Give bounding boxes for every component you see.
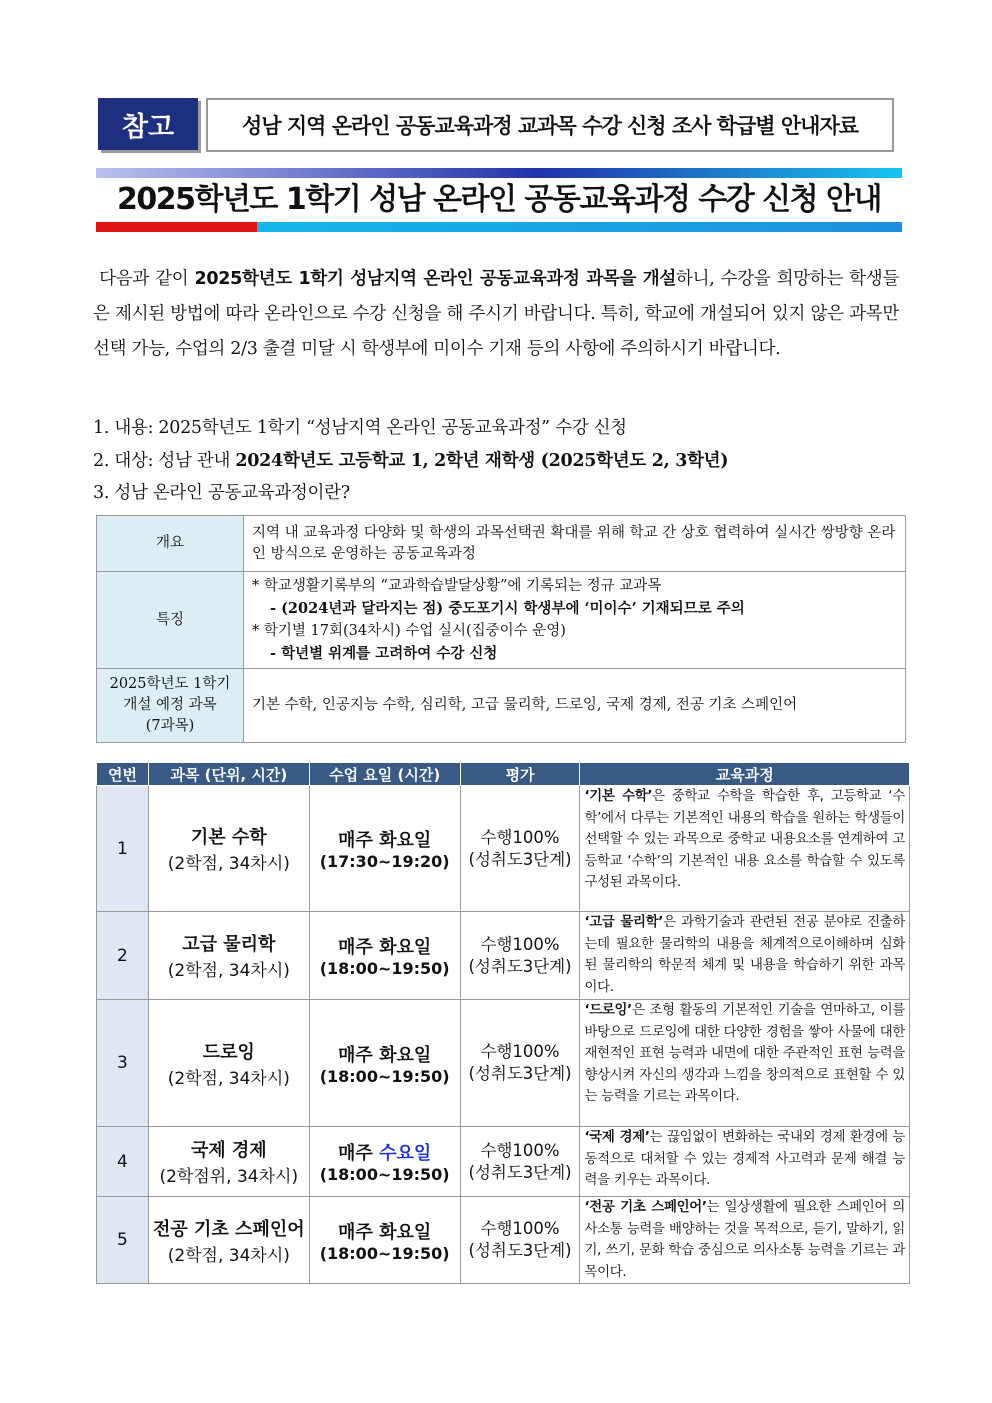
info-table [96,515,906,743]
schedule-day [310,1218,460,1244]
table-row [97,786,910,912]
evaluation-method: 수행100% [480,934,560,954]
schedule-prefix: 매주 [338,1143,380,1164]
schedule-cell [309,912,460,1000]
schedule-day [310,933,460,959]
subject-name: 드로잉 [202,1041,255,1063]
row-number: 4 [97,1127,149,1197]
curriculum-cell [580,912,910,1000]
table-row [97,912,910,1000]
schedule-day [310,1139,460,1165]
curriculum-title: ‘고급 물리학’ [584,915,664,930]
evaluation-cell [460,1000,580,1127]
curriculum-text: 은 과학기술과 관련된 전공 분야로 진출하는데 필요한 물리학의 내용을 체계적으로이해하며 심화된 물리학의 학문적 체계 및 내용을 학습하기 위한 과목이다. [584,915,905,995]
curriculum-cell [580,786,910,912]
schedule-prefix: 매주 [338,830,380,851]
subject-cell [148,1197,309,1284]
overview-label: 개요 [97,516,244,572]
schedule-weekday: 화요일 [379,937,432,958]
evaluation-method: 수행100% [480,1042,560,1061]
evaluation-grade: (성취도3단계) [468,956,572,976]
feature-1-note: - (2024년과 달라지는 점) 중도포기시 학생부에 ‘미이수’ 기재되므로 주의 [270,599,745,617]
schedule-prefix: 매주 [338,1044,380,1066]
feature-1: * 학교생활기록부의 “교과학습발달상황”에 기록되는 정규 교과목 [252,578,662,594]
course-table-header [97,763,910,786]
feature-cell [244,572,906,669]
table-row [97,1000,910,1127]
subject-credit: (2학점, 34차시) [167,854,290,874]
header-evaluation: 평가 [460,763,580,786]
subject-credit: (2학점, 34차시) [167,1245,290,1266]
curriculum-title: ‘드로잉’ [584,1003,632,1018]
evaluation-method: 수행100% [480,1140,560,1160]
header-no: 연번 [97,763,149,786]
list-item-definition: 3. 성남 온라인 공동교육과정이란? [93,483,350,503]
intro-bold: 2025학년도 1학기 성남지역 온라인 공동교육과정 과목을 개설 [194,269,676,289]
evaluation-cell [460,1127,580,1197]
subject-cell [148,912,309,1000]
evaluation-cell [460,1197,580,1284]
schedule-prefix: 매주 [338,1221,380,1243]
subjects-label-1: 2025학년도 1학기 [109,676,231,692]
schedule-time: (18:00~19:50) [319,1243,450,1263]
reference-title: 성남 지역 온라인 공동교육과정 교과목 수강 신청 조사 학급별 안내자료 [206,98,894,152]
evaluation-cell [460,912,580,1000]
subject-credit: (2학점, 34차시) [167,961,290,981]
curriculum-cell [580,1127,910,1197]
schedule-time: (18:00~19:50) [319,1066,450,1086]
schedule-cell [309,1000,460,1127]
subject-credit: (2학점위, 34차시) [159,1167,299,1187]
list-item-target-bold: 2024학년도 고등학교 1, 2학년 재학생 (2025학년도 2, 3학년) [235,451,729,471]
curriculum-text: 는 끊임없이 변화하는 국내외 경제 환경에 능동적으로 대처할 수 있는 경제적 사고력과 문제 해결 능력을 키우는 과목이다. [584,1130,905,1188]
feature-2: * 학기별 17회(34차시) 수업 실시(집중이수 운영) [252,623,566,639]
intro-part2: 하니, 수강을 희망하는 학생들은 제시된 방법에 따라 온라인으로 수강 신청을 해 주시기 바랍니다. 특히, 학교에 개설되어 있지 않은 과목만 선택 가능, 수업의 2/3 출결 미달 시 학생부에 미이수 기재 등의 사항에 주의하시기 바랍니다. [93,269,899,359]
schedule-weekday: 화요일 [379,1044,432,1066]
subjects-label [97,669,244,743]
header-schedule: 수업 요일 (시간) [309,763,460,786]
row-number: 1 [97,786,149,912]
subject-name: 기본 수학 [190,827,267,848]
evaluation-method: 수행100% [480,827,560,847]
curriculum-text: 은 중학교 수학을 학습한 후, 고등학교 ‘수학’에서 다루는 기본적인 내용의 학습을 원하는 학생들이 선택할 수 있는 과목으로 중학교 내용요소를 연계하여 고등학교 ‘수학’의 기본적인 내용 요소를 학습할 수 있도록 구성된 과목이다. [584,789,905,890]
schedule-cell [309,786,460,912]
curriculum-title: ‘전공 기초 스페인어’ [584,1200,707,1215]
row-number: 2 [97,912,149,1000]
subject-cell [148,1127,309,1197]
schedule-weekday: 화요일 [379,1221,432,1243]
reference-tag: 참고 [98,98,198,150]
schedule-weekday: 수요일 [379,1143,432,1164]
course-table [96,762,910,1284]
subject-name: 고급 물리학 [182,934,276,955]
table-row [97,1197,910,1284]
table-row [97,1127,910,1197]
list-item-target-pre: 2. 대상: 성남 관내 [93,451,236,471]
schedule-time: (18:00~19:50) [319,1165,450,1184]
evaluation-grade: (성취도3단계) [468,1162,572,1182]
evaluation-grade: (성취도3단계) [468,849,572,869]
schedule-day [310,1041,460,1067]
curriculum-title: ‘기본 수학’ [584,789,653,804]
evaluation-cell [460,786,580,912]
info-row-overview [97,516,906,572]
schedule-time: (18:00~19:50) [319,959,450,978]
schedule-day [310,826,460,852]
subjects-text: 기본 수학, 인공지능 수학, 심리학, 고급 물리학, 드로잉, 국제 경제, 전공 기초 스페인어 [244,669,906,743]
curriculum-text: 은 조형 활동의 기본적인 기술을 연마하고, 이를 바탕으로 드로잉에 대한 다양한 경험을 쌓아 사물에 대한 재현적인 표현 능력과 내면에 대한 주관적인 표현 능력을 향상시켜 자신의 생각과 느낌을 창의적으로 표현할 수 있는 능력을 기르는 과목이다. [584,1003,905,1104]
subjects-label-2: 개설 예정 과목 [123,697,217,713]
header-curriculum: 교육과정 [580,763,910,786]
subject-name: 전공 기초 스페인어 [152,1218,305,1240]
intro-part1: 다음과 같이 [99,269,195,289]
curriculum-cell [580,1197,910,1284]
title-top-bar [96,168,902,178]
subjects-label-3: (7과목) [145,718,195,734]
evaluation-grade: (성취도3단계) [468,1064,572,1083]
schedule-cell [309,1127,460,1197]
schedule-prefix: 매주 [338,937,380,958]
feature-2-note: - 학년별 위계를 고려하여 수강 신청 [270,644,498,662]
schedule-weekday: 화요일 [379,830,432,851]
subject-credit: (2학점, 34차시) [167,1068,290,1089]
info-row-subjects [97,669,906,743]
row-number: 3 [97,1000,149,1127]
page-title: 2025학년도 1학기 성남 온라인 공동교육과정 수강 신청 안내 [116,182,882,217]
schedule-cell [309,1197,460,1284]
reference-header [98,98,894,150]
curriculum-cell [580,1000,910,1127]
evaluation-grade: (성취도3단계) [468,1241,572,1260]
schedule-time: (17:30~19:20) [319,852,450,871]
feature-label: 특징 [97,572,244,669]
subject-name: 국제 경제 [190,1140,267,1161]
evaluation-method: 수행100% [480,1219,560,1238]
intro-paragraph [93,262,899,367]
curriculum-text: 는 일상생활에 필요한 스페인어 의사소통 능력을 배양하는 것을 목적으로, 듣기, 말하기, 읽기, 쓰기, 문화 학습 중심으로 의사소통 능력을 기르는 과목이다. [584,1200,905,1280]
overview-text: 지역 내 교육과정 다양화 및 학생의 과목선택권 확대를 위해 학교 간 상호 협력하여 실시간 쌍방향 온라인 방식으로 운영하는 공동교육과정 [244,516,906,572]
title-bottom-bar [96,222,902,232]
curriculum-title: ‘국제 경제’ [584,1130,650,1145]
subject-cell [148,1000,309,1127]
subject-cell [148,786,309,912]
list-item-content: 1. 내용: 2025학년도 1학기 “성남지역 온라인 공동교육과정” 수강 신청 [93,418,627,438]
header-subject: 과목 (단위, 시간) [148,763,309,786]
info-row-features [97,572,906,669]
list-item-target [93,446,728,476]
row-number: 5 [97,1197,149,1284]
